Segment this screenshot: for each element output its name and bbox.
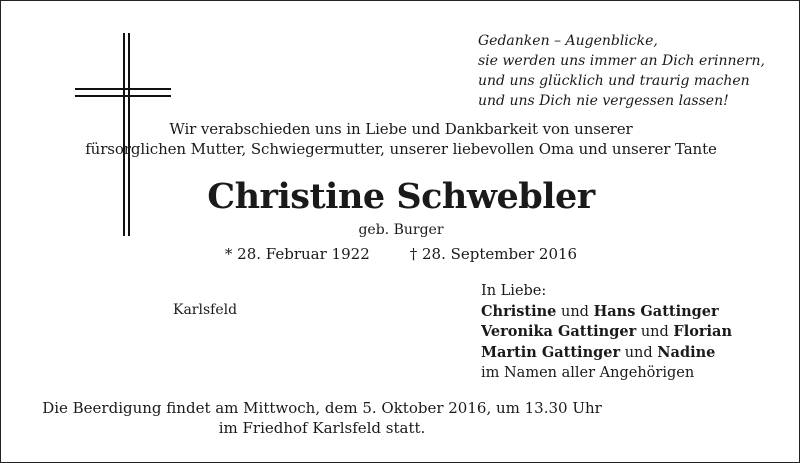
poem-line: und uns Dich nie vergessen lassen!: [478, 93, 729, 109]
poem-line: und uns glücklich und traurig machen: [478, 73, 750, 89]
life-dates: [1, 245, 800, 263]
family-closing: im Namen aller Angehörigen: [481, 365, 695, 381]
memorial-poem: [478, 31, 788, 111]
family-line: [481, 322, 732, 343]
family-signatures: [481, 281, 732, 384]
conjunction: und: [620, 344, 658, 361]
deceased-name: Christine Schwebler: [207, 176, 595, 217]
family-line: [481, 302, 732, 323]
funeral-line: Die Beerdigung findet am Mittwoch, dem 5. Oktober 2016, um 13.30 Uhr: [42, 399, 602, 417]
funeral-info: [1, 398, 643, 438]
family-heading: In Liebe:: [481, 283, 547, 299]
family-line: [481, 343, 732, 364]
conjunction: und: [556, 303, 594, 320]
birth-date: * 28. Februar 1922: [224, 245, 370, 263]
farewell-intro: [1, 119, 800, 159]
birth-name: geb. Burger: [358, 222, 444, 238]
poem-line: sie werden uns immer an Dich erinnern,: [478, 53, 765, 69]
family-member: Hans Gattinger: [593, 302, 719, 320]
death-date: † 28. September 2016: [409, 245, 578, 263]
family-member: Christine: [481, 302, 557, 320]
poem-line: Gedanken – Augenblicke,: [478, 33, 658, 49]
intro-line: fürsorglichen Mutter, Schwiegermutter, unserer liebevollen Oma und unserer Tante: [85, 140, 717, 158]
funeral-line: im Friedhof Karlsfeld statt.: [218, 419, 426, 437]
family-member: Martin Gattinger: [481, 343, 621, 361]
place-name: Karlsfeld: [173, 302, 238, 318]
family-member: Nadine: [657, 343, 716, 361]
family-member: Florian: [673, 323, 732, 340]
intro-line: Wir verabschieden uns in Liebe und Dankbarkeit von unserer: [169, 120, 633, 138]
family-member: Veronika Gattinger: [481, 323, 637, 340]
conjunction: und: [636, 324, 674, 340]
